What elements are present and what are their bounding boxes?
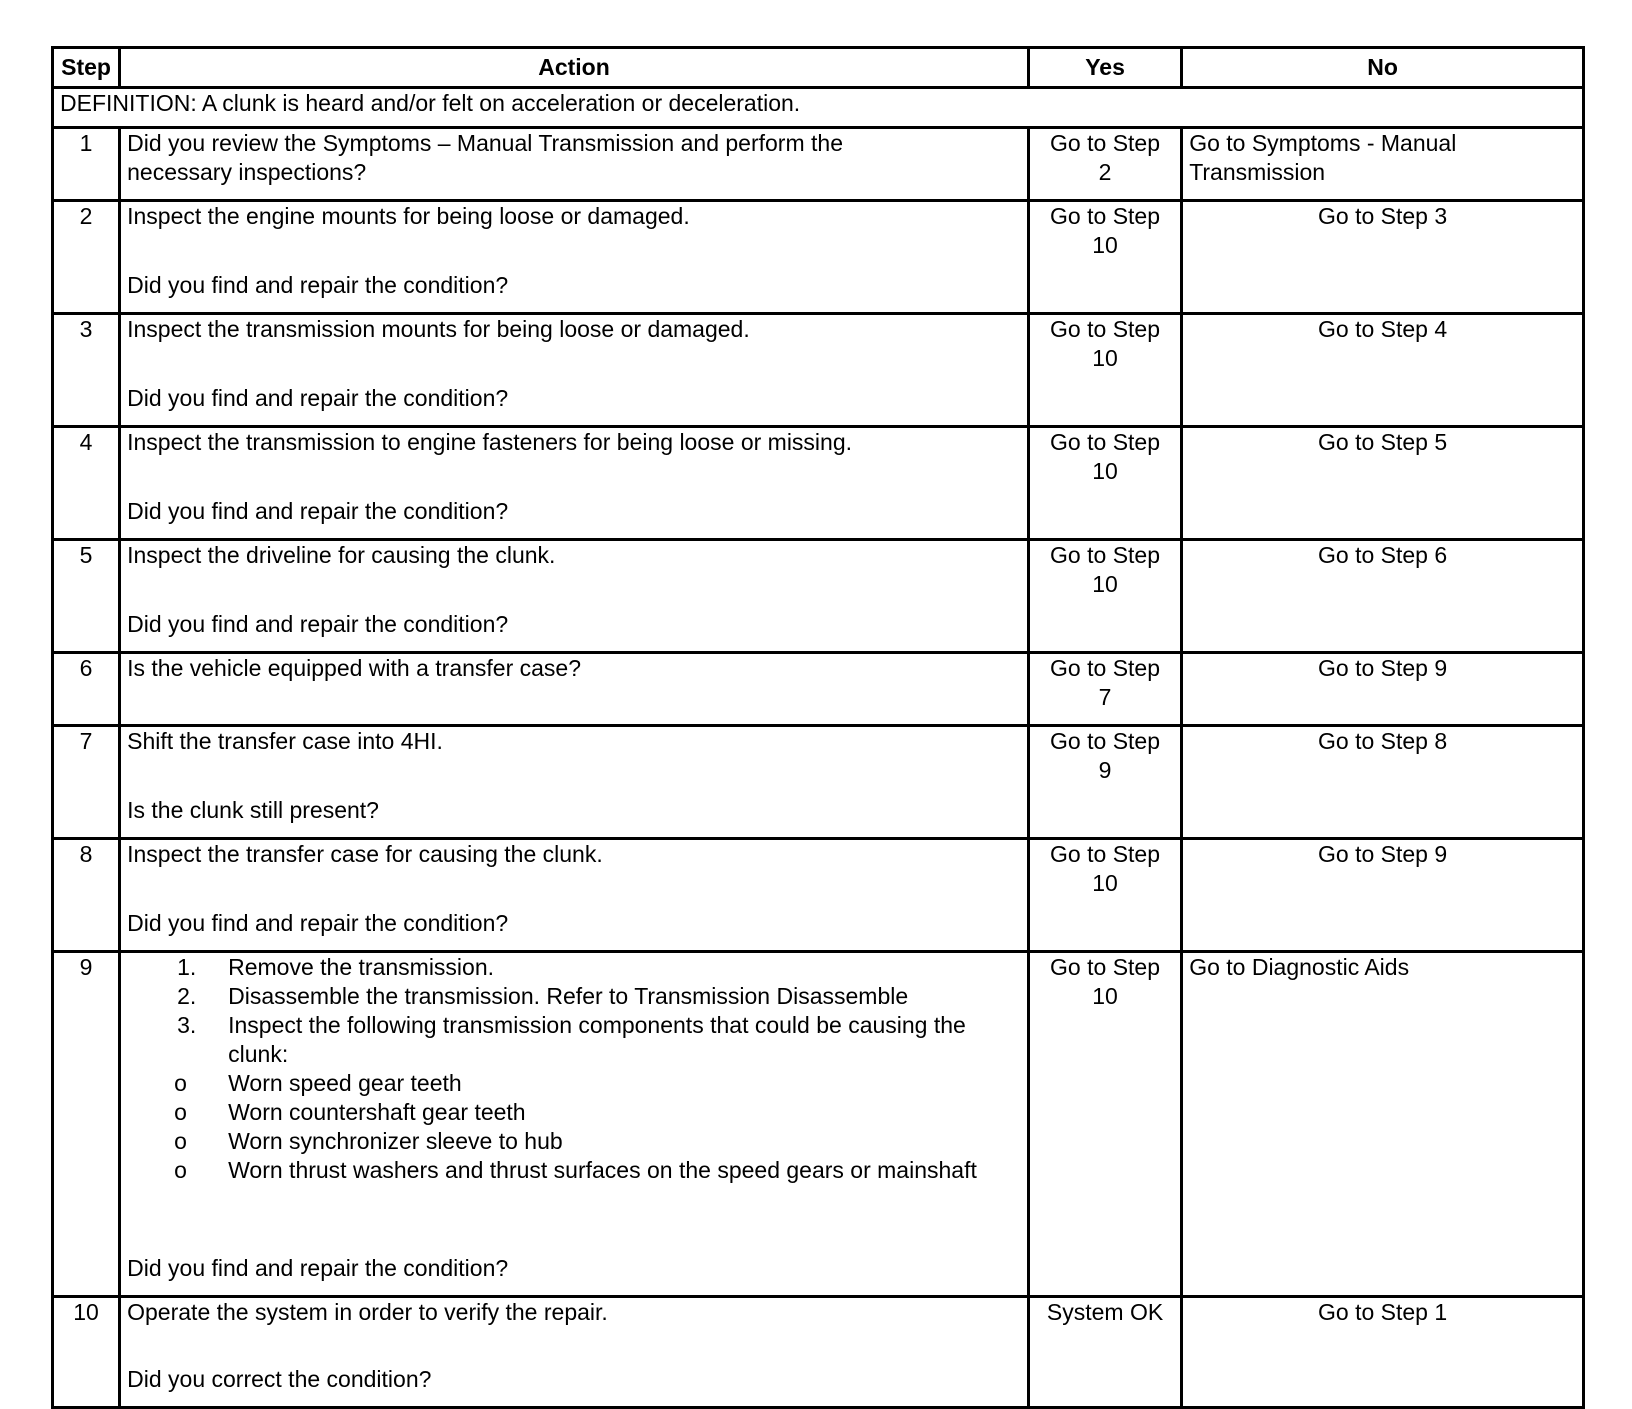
bullet-marker: o	[174, 1099, 187, 1125]
table-row	[53, 427, 1584, 540]
yes-text: Go to Step	[1050, 542, 1161, 568]
yes-text: Go to Step	[1050, 130, 1161, 156]
definition-text: DEFINITION: A clunk is heard and/or felt on acceleration or deceleration.	[53, 88, 1584, 128]
action-cell	[120, 839, 1029, 952]
action-text: Inspect the transmission to engine fasteners for being loose or missing.	[127, 429, 853, 455]
action-text: Did you review the Symptoms – Manual Transmission and perform the	[127, 130, 843, 156]
table-row	[53, 653, 1584, 726]
procedure-list-wrap	[127, 953, 1021, 1185]
action-text: Inspect the transmission mounts for being loose or damaged.	[127, 316, 750, 342]
action-text: Operate the system in order to verify the repair.	[127, 1299, 608, 1325]
no-cell: Go to Diagnostic Aids	[1182, 952, 1584, 1297]
header-action: Action	[120, 48, 1029, 88]
question-text: Did you find and repair the condition?	[127, 498, 509, 524]
no-cell: Go to Step 4	[1182, 314, 1584, 427]
step-number: 9	[53, 952, 120, 1297]
no-cell: Go to Step 3	[1182, 201, 1584, 314]
yes-cell: System OK	[1028, 1297, 1181, 1408]
action-cell	[120, 540, 1029, 653]
component-item	[127, 1069, 1021, 1098]
action-text: necessary inspections?	[127, 159, 367, 185]
no-cell: Go to Step 8	[1182, 726, 1584, 839]
yes-cell	[1028, 201, 1181, 314]
component-item	[127, 1156, 1021, 1185]
step-number: 2	[53, 201, 120, 314]
step-number: 8	[53, 839, 120, 952]
action-cell	[120, 427, 1029, 540]
question-text: Did you find and repair the condition?	[127, 1255, 509, 1281]
no-cell: Go to Step 6	[1182, 540, 1584, 653]
yes-text: Go to Step	[1050, 203, 1161, 229]
step-number: 1	[53, 128, 120, 201]
procedure-list	[127, 953, 1021, 1185]
bullet-marker: o	[174, 1070, 187, 1096]
yes-cell	[1028, 314, 1181, 427]
yes-cell	[1028, 128, 1181, 201]
table-row	[53, 128, 1584, 201]
yes-cell	[1028, 653, 1181, 726]
yes-step-number: 10	[1092, 870, 1118, 896]
yes-step-number: 10	[1092, 458, 1118, 484]
no-cell: Go to Step 1	[1182, 1297, 1584, 1408]
component-text: Worn countershaft gear teeth	[228, 1099, 526, 1125]
yes-text: Go to Step	[1050, 728, 1161, 754]
action-text: Inspect the engine mounts for being loose or damaged.	[127, 203, 690, 229]
yes-step-number: 2	[1098, 159, 1112, 185]
action-cell	[120, 201, 1029, 314]
action-cell	[120, 1297, 1029, 1408]
action-cell	[120, 314, 1029, 427]
action-cell	[120, 952, 1029, 1297]
no-cell	[1182, 128, 1584, 201]
header-no: No	[1182, 48, 1584, 88]
no-text: Transmission	[1189, 159, 1326, 185]
header-step: Step	[53, 48, 120, 88]
table-row	[53, 314, 1584, 427]
yes-step-number: 7	[1098, 684, 1112, 710]
yes-text: Go to Step	[1050, 316, 1161, 342]
definition-row	[53, 88, 1584, 128]
step-number: 3	[53, 314, 120, 427]
table-row	[53, 201, 1584, 314]
yes-text: Go to Step	[1050, 655, 1161, 681]
action-cell	[120, 128, 1029, 201]
yes-cell	[1028, 427, 1181, 540]
action-text: Is the vehicle equipped with a transfer case?	[127, 655, 582, 681]
question-text: Is the clunk still present?	[127, 797, 379, 823]
procedure-item	[127, 982, 1021, 1011]
yes-text: Go to Step	[1050, 954, 1161, 980]
component-item	[127, 1127, 1021, 1156]
procedure-item-text: Remove the transmission.	[228, 954, 495, 980]
question-text: Did you correct the condition?	[127, 1366, 432, 1392]
question-text: Did you find and repair the condition?	[127, 385, 509, 411]
header-yes: Yes	[1028, 48, 1181, 88]
yes-cell	[1028, 839, 1181, 952]
component-text: Worn speed gear teeth	[228, 1070, 462, 1096]
component-list	[127, 1069, 1021, 1185]
procedure-item	[127, 953, 1021, 982]
component-item	[127, 1098, 1021, 1127]
step-number: 10	[53, 1297, 120, 1408]
yes-text: Go to Step	[1050, 841, 1161, 867]
action-cell	[120, 726, 1029, 839]
procedure-item	[127, 1011, 1021, 1185]
yes-cell	[1028, 540, 1181, 653]
bullet-marker: o	[174, 1128, 187, 1154]
yes-step-number: 10	[1092, 345, 1118, 371]
procedure-item-number: 2.	[177, 983, 197, 1009]
table-row	[53, 1297, 1584, 1408]
procedure-item-text: Disassemble the transmission. Refer to Transmission Disassemble	[228, 983, 909, 1009]
table-row	[53, 839, 1584, 952]
step-number: 6	[53, 653, 120, 726]
table-row	[53, 540, 1584, 653]
action-text: Shift the transfer case into 4HI.	[127, 728, 443, 754]
no-cell: Go to Step 5	[1182, 427, 1584, 540]
table-row	[53, 726, 1584, 839]
table-row	[53, 952, 1584, 1297]
action-cell	[120, 653, 1029, 726]
question-text: Did you find and repair the condition?	[127, 611, 509, 637]
step-number: 7	[53, 726, 120, 839]
yes-cell	[1028, 726, 1181, 839]
question-text: Did you find and repair the condition?	[127, 910, 509, 936]
question-text: Did you find and repair the condition?	[127, 272, 509, 298]
action-text: Inspect the driveline for causing the clunk.	[127, 542, 556, 568]
no-cell: Go to Step 9	[1182, 839, 1584, 952]
component-text: Worn thrust washers and thrust surfaces on the speed gears or mainshaft	[228, 1157, 977, 1183]
yes-cell	[1028, 952, 1181, 1297]
header-row	[53, 48, 1584, 88]
yes-step-number: 10	[1092, 571, 1118, 597]
no-cell: Go to Step 9	[1182, 653, 1584, 726]
procedure-item-text: Inspect the following transmission components that could be causing the clunk:	[228, 1012, 966, 1067]
action-text: Inspect the transfer case for causing the clunk.	[127, 841, 603, 867]
yes-text: Go to Step	[1050, 429, 1161, 455]
yes-step-number: 10	[1092, 232, 1118, 258]
bullet-marker: o	[174, 1157, 187, 1183]
no-text: Go to Symptoms - Manual	[1189, 130, 1457, 156]
yes-step-number: 9	[1098, 757, 1112, 783]
diagnostic-table	[51, 46, 1585, 1409]
component-text: Worn synchronizer sleeve to hub	[228, 1128, 563, 1154]
procedure-item-number: 1.	[177, 954, 197, 980]
procedure-item-number: 3.	[177, 1012, 197, 1038]
yes-step-number: 10	[1092, 983, 1118, 1009]
step-number: 5	[53, 540, 120, 653]
step-number: 4	[53, 427, 120, 540]
